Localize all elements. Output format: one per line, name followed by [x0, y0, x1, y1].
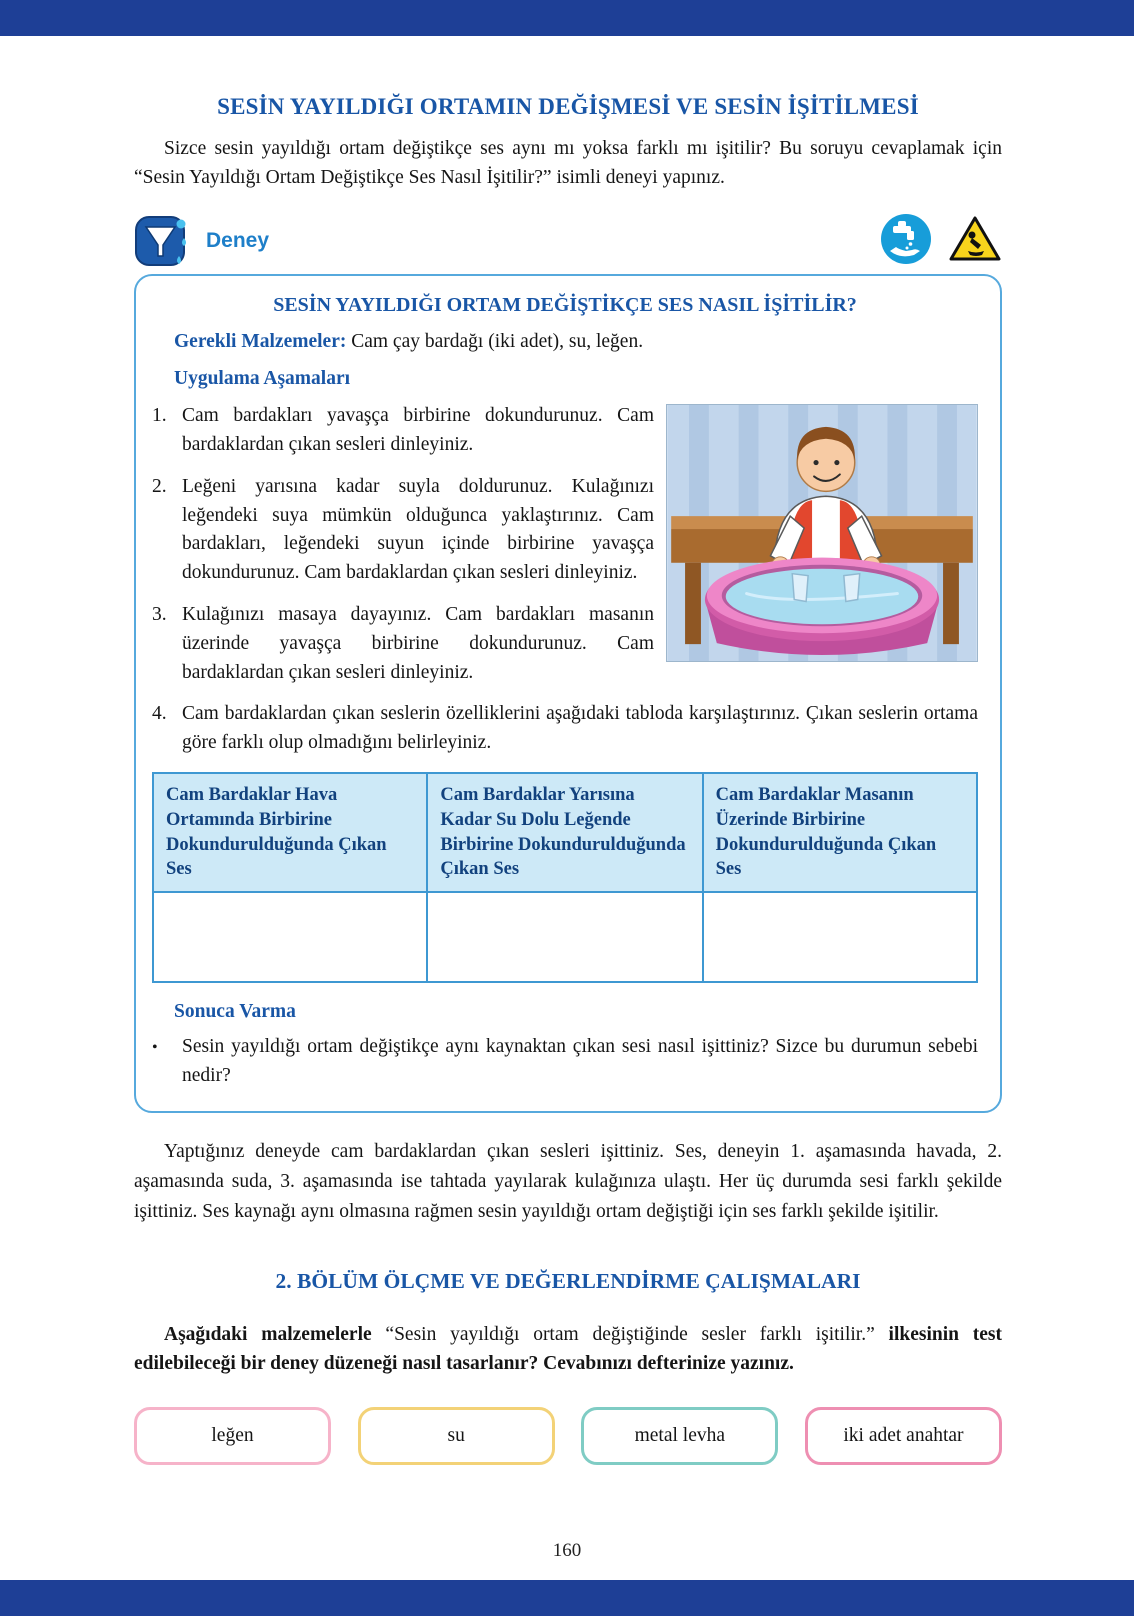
experiment-illustration — [666, 404, 978, 662]
result-paragraph: Yaptığınız deneyde cam bardaklardan çıkan sesleri işittiniz. Ses, deneyin 1. aşamasında havada, 2. aşamasında suda, 3. aşamasında ise tahtada yayılarak kulağınıza ulaştı. Her üç durumda sesi farklı şekilde işittiniz. Ses kaynağı aynı olmasına rağmen sesin yayıldığı ortam değiştiği için ses farklı şekilde işitilir. — [134, 1140, 1002, 1222]
bullet-icon: • — [152, 1038, 158, 1056]
material-box-su — [358, 1407, 555, 1465]
step-text: Kulağınızı masaya dayayınız. Cam bardakları masanın üzerinde yavaşça birbirine dokundurunuz. Cam bardaklardan çıkan sesleri dinleyiniz. — [182, 604, 654, 683]
material-box-iki-adet-anahtar — [805, 1407, 1002, 1465]
materials-text: Cam çay bardağı (iki adet), su, leğen. — [351, 331, 644, 352]
water-basin — [705, 558, 939, 655]
table-header-air: Cam Bardaklar Hava Ortamında Birbirine Dokundurulduğunda Çıkan Ses — [153, 773, 427, 891]
experiment-label: Deney — [206, 229, 270, 252]
material-label: su — [447, 1424, 465, 1446]
step-number: 1. — [152, 405, 167, 426]
page-title: SESİN YAYILDIĞI ORTAMIN DEĞİŞMESİ VE SESİN İŞİTİLMESİ — [217, 94, 919, 119]
steps-heading: Uygulama Aşamaları — [174, 368, 351, 389]
prompt-bold-tail: ilkesinin test edilebileceği bir deney düzeneği nasıl tasarlanır? Cevabınızı defterinize yazınız. — [134, 1324, 1002, 1375]
materials-label: Gerekli Malzemeler: — [174, 331, 347, 352]
step-text: Cam bardakları yavaşça birbirine dokundurunuz. Cam bardaklardan çıkan sesleri dinleyiniz. — [182, 405, 654, 455]
wash-hands-faucet-icon — [880, 213, 932, 270]
conclusion-heading: Sonuca Varma — [174, 1000, 296, 1022]
material-label: iki adet anahtar — [843, 1424, 964, 1446]
step-number: 3. — [152, 604, 167, 626]
comparison-table — [152, 772, 978, 982]
experiment-title: SESİN YAYILDIĞI ORTAM DEĞİŞTİKÇE SES NASIL İŞİTİLİR? — [273, 294, 857, 316]
table-answer-cell-table-surface — [703, 892, 977, 982]
top-band — [0, 0, 1134, 36]
section-title: 2. BÖLÜM ÖLÇME VE DEĞERLENDİRME ÇALIŞMALARI — [275, 1269, 861, 1294]
table-header-water: Cam Bardaklar Yarısına Kadar Su Dolu Leğende Birbirine Dokundurulduğunda Çıkan Ses — [427, 773, 702, 891]
prompt-bold-lead: Aşağıdaki malzemelerle — [164, 1324, 372, 1346]
steps-list — [152, 402, 666, 688]
table-answer-cell-air — [153, 892, 427, 982]
intro-paragraph: Sizce sesin yayıldığı ortam değiştikçe ses aynı mı yoksa farklı mı işitilir? Bu soruyu cevaplamak için “Sesin Yayıldığı Ortam Değiştikçe Ses Nasıl İşitilir?” isimli deneyi yapınız. — [134, 138, 1002, 189]
step-item-4 — [152, 700, 978, 758]
experiment-header-row — [134, 212, 1002, 270]
material-label: leğen — [211, 1424, 254, 1446]
material-label: metal levha — [634, 1424, 726, 1446]
table-answer-row — [153, 892, 977, 982]
table-header-table-surface: Cam Bardaklar Masanın Üzerinde Birbirine Dokundurulduğunda Çıkan Ses — [703, 773, 977, 891]
materials-row — [134, 1407, 1002, 1465]
conclusion-bullet-row — [152, 1033, 978, 1091]
prompt-paragraph — [134, 1320, 1002, 1379]
materials-line — [174, 331, 978, 353]
step-item-1 — [152, 402, 654, 460]
step-number: 2. — [152, 475, 167, 497]
material-box-metal-levha — [581, 1407, 778, 1465]
experiment-flask-icon — [134, 212, 192, 270]
prompt-quote: “Sesin yayıldığı ortam değiştiğinde sesler farklı işitilir.” — [371, 1324, 889, 1346]
step-item-2 — [152, 473, 654, 588]
step-number: 4. — [152, 702, 167, 724]
experiment-box — [134, 274, 1002, 1113]
table-header-row — [153, 773, 977, 891]
steps-and-illustration — [152, 402, 978, 688]
table-answer-cell-water — [427, 892, 702, 982]
conclusion-question: Sesin yayıldığı ortam değiştikçe aynı kaynaktan çıkan sesi nasıl işittiniz? Sizce bu durumun sebebi nedir? — [182, 1035, 978, 1086]
step-text: Cam bardaklardan çıkan seslerin özelliklerini aşağıdaki tabloda karşılaştırınız. Çıkan seslerin ortama göre farklı olup olmadığını belirleyiniz. — [182, 702, 978, 753]
material-box-legen — [134, 1407, 331, 1465]
bottom-band — [0, 1580, 1134, 1616]
step-item-3 — [152, 601, 654, 688]
step-text: Leğeni yarısına kadar suyla doldurunuz. Kulağınızı leğendeki suya mümkün olduğunca yaklaştırınız. Cam bardakları, leğendeki suyun içinde birbirine yavaşça dokundurunuz. Cam bardaklardan çıkan sesleri dinleyiniz. — [182, 475, 654, 584]
hazard-warning-triangle-icon — [948, 215, 1002, 268]
page-number: 160 — [552, 1540, 582, 1561]
page-content — [134, 36, 1002, 1465]
